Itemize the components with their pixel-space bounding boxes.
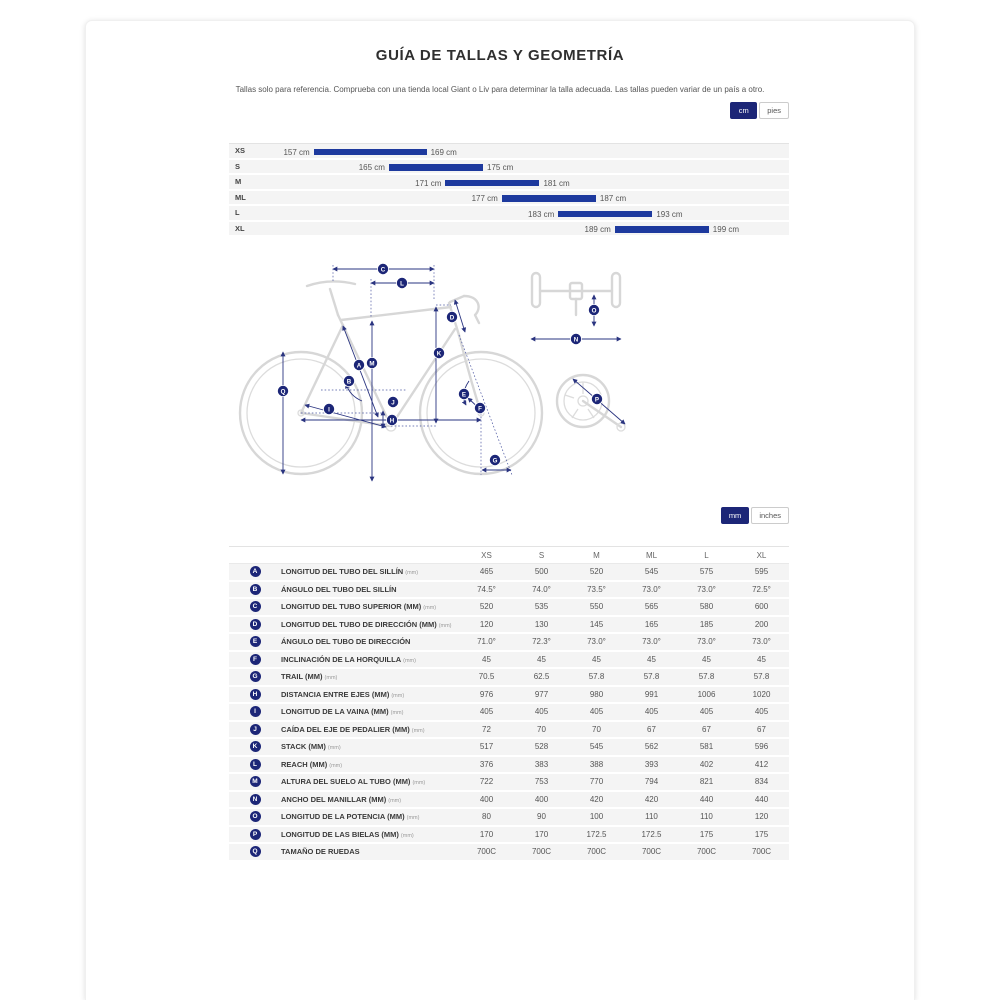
badge-cell <box>229 829 281 840</box>
diagram-marker-Q <box>277 385 288 396</box>
geometry-value: 420 <box>589 794 604 804</box>
size-chart-row <box>229 191 789 207</box>
diagram-marker-P <box>591 393 602 404</box>
geometry-value: 405 <box>699 707 714 717</box>
geometry-value: 700C <box>641 847 662 857</box>
diagram-marker-D <box>446 311 457 322</box>
geometry-value: 580 <box>699 602 714 612</box>
row-badge-E: E <box>250 636 261 647</box>
geometry-value: 383 <box>534 759 549 769</box>
size-bar-track <box>229 160 789 174</box>
diagram-marker-E <box>458 388 469 399</box>
geometry-value: 130 <box>534 619 549 629</box>
geometry-value: 70 <box>592 724 601 734</box>
svg-text:L: L <box>400 280 404 288</box>
diagram-marker-L <box>396 277 407 288</box>
badge-cell <box>229 846 281 857</box>
geometry-value: 74.0° <box>532 584 551 594</box>
diagram-marker-G <box>489 454 500 465</box>
geometry-value: 145 <box>589 619 604 629</box>
badge-cell <box>229 671 281 682</box>
geometry-value: 57.8 <box>643 672 660 682</box>
geometry-value: 70.5 <box>478 672 495 682</box>
row-unit: (mm) <box>327 745 341 752</box>
svg-text:P: P <box>594 396 600 404</box>
size-chart-row <box>229 206 789 222</box>
geometry-value: 700C <box>751 847 772 857</box>
svg-text:N: N <box>573 336 579 344</box>
geometry-value: 722 <box>479 777 494 787</box>
geometry-value: 596 <box>754 742 769 752</box>
badge-cell <box>229 636 281 647</box>
svg-text:M: M <box>369 360 375 368</box>
geometry-value: 185 <box>699 619 714 629</box>
geometry-value: 70 <box>537 724 546 734</box>
geometry-row-P <box>229 827 789 845</box>
min-height-label: 165 cm <box>358 163 385 172</box>
geometry-value: 1006 <box>697 689 716 699</box>
svg-text:D: D <box>449 314 455 322</box>
geometry-value: 405 <box>754 707 769 717</box>
size-label: L <box>235 208 240 218</box>
row-label: LONGITUD DE LA POTENCIA (MM) (mm) <box>281 812 420 822</box>
geometry-value: 120 <box>754 812 769 822</box>
row-unit: (mm) <box>324 675 338 682</box>
svg-text:Q: Q <box>280 388 286 396</box>
size-bar-track <box>229 222 789 236</box>
row-label: LONGITUD DE LAS BIELAS (MM) (mm) <box>281 829 414 839</box>
size-chart <box>229 143 789 237</box>
geometry-value: 165 <box>644 619 659 629</box>
svg-text:J: J <box>391 399 395 407</box>
row-label: LONGITUD DEL TUBO SUPERIOR (MM) (mm) <box>281 602 437 612</box>
geometry-value: 420 <box>644 794 659 804</box>
badge-cell <box>229 724 281 735</box>
geometry-value: 175 <box>699 829 714 839</box>
row-badge-G: G <box>250 671 261 682</box>
geometry-value: 100 <box>589 812 604 822</box>
geometry-value: 72.3° <box>532 637 551 647</box>
unit-toggle-geometry-mm[interactable]: mm <box>721 507 750 524</box>
badge-cell <box>229 741 281 752</box>
geometry-value: 440 <box>699 794 714 804</box>
row-unit: (mm) <box>390 710 404 717</box>
badge-cell <box>229 584 281 595</box>
geometry-value: 110 <box>645 812 658 822</box>
geometry-value: 73.0° <box>697 637 716 647</box>
geometry-row-G <box>229 669 789 687</box>
diagram-marker-B <box>343 375 354 386</box>
diagram-marker-C <box>377 263 388 274</box>
badge-cell <box>229 759 281 770</box>
height-range-bar <box>445 180 539 187</box>
geometry-value: 67 <box>702 724 711 734</box>
geometry-value: 595 <box>754 567 769 577</box>
row-label: LONGITUD DEL TUBO DE DIRECCIÓN (MM) (mm) <box>281 619 452 629</box>
size-chart-row <box>229 160 789 176</box>
badge-cell <box>229 811 281 822</box>
geometry-row-K <box>229 739 789 757</box>
geometry-value: 67 <box>757 724 766 734</box>
geometry-value: 74.5° <box>477 584 496 594</box>
row-badge-J: J <box>250 724 261 735</box>
column-header-L: L <box>704 550 709 560</box>
geometry-value: 405 <box>479 707 494 717</box>
geometry-value: 73.0° <box>642 637 661 647</box>
row-unit: (mm) <box>411 727 425 734</box>
row-unit: (mm) <box>400 832 414 839</box>
row-unit: (mm) <box>423 605 437 612</box>
size-chart-row <box>229 144 789 160</box>
row-unit: (mm) <box>403 657 416 664</box>
unit-toggle-height-cm[interactable]: cm <box>730 102 757 119</box>
svg-text:I: I <box>328 406 330 414</box>
size-label: XS <box>235 146 246 156</box>
svg-text:H: H <box>389 417 395 425</box>
bike-frame-drawing <box>240 273 625 474</box>
row-label: CAÍDA DEL EJE DE PEDALIER (MM) (mm) <box>281 724 425 734</box>
geometry-value: 770 <box>589 777 604 787</box>
row-label: ÁNGULO DEL TUBO DEL SILLÍN <box>281 584 397 594</box>
geometry-value: 57.8 <box>588 672 605 682</box>
badge-cell <box>229 706 281 717</box>
svg-text:A: A <box>356 362 362 370</box>
row-badge-K: K <box>250 741 261 752</box>
row-unit: (mm) <box>388 797 402 804</box>
badge-cell <box>229 566 281 577</box>
geometry-value: 405 <box>644 707 659 717</box>
geometry-row-D <box>229 617 789 635</box>
geometry-value: 400 <box>534 794 549 804</box>
geometry-value: 57.8 <box>753 672 770 682</box>
geometry-value: 405 <box>534 707 549 717</box>
column-header-XL: XL <box>756 550 767 560</box>
row-badge-F: F <box>250 654 261 665</box>
geometry-table-header <box>229 546 789 564</box>
geometry-value: 110 <box>700 812 713 822</box>
geometry-unit-toggle <box>229 507 789 524</box>
geometry-value: 72.5° <box>752 584 771 594</box>
size-label: XL <box>235 223 245 233</box>
row-label: ALTURA DEL SUELO AL TUBO (MM) (mm) <box>281 777 426 787</box>
geometry-value: 172.5 <box>641 829 662 839</box>
height-range-bar <box>389 164 483 171</box>
row-label: ÁNGULO DEL TUBO DE DIRECCIÓN <box>281 637 411 647</box>
height-range-bar <box>314 149 427 156</box>
diagram-marker-I <box>323 403 334 414</box>
svg-text:B: B <box>346 378 352 386</box>
geometry-value: 388 <box>589 759 604 769</box>
max-height-label: 181 cm <box>543 178 570 188</box>
geometry-value: 120 <box>479 619 494 629</box>
geometry-value: 517 <box>479 742 494 752</box>
geometry-value: 753 <box>534 777 549 787</box>
diagram-marker-O <box>588 304 599 315</box>
size-bar-track <box>229 144 789 158</box>
geometry-value: 700C <box>476 847 497 857</box>
diagram-marker-A <box>353 359 364 370</box>
geometry-value: 90 <box>537 812 546 822</box>
bike-geometry-svg <box>231 253 671 493</box>
geometry-value: 545 <box>644 567 659 577</box>
badge-cell <box>229 601 281 612</box>
row-unit: (mm) <box>406 815 420 822</box>
geometry-value: 520 <box>589 567 604 577</box>
geometry-value: 72 <box>482 724 491 734</box>
svg-text:K: K <box>436 350 442 358</box>
diagram-marker-N <box>570 333 581 344</box>
unit-toggle-height-pies[interactable]: pies <box>759 102 789 119</box>
max-height-label: 199 cm <box>712 225 740 234</box>
height-range-bar <box>615 226 709 233</box>
geometry-value: 581 <box>699 742 714 752</box>
geometry-value: 80 <box>482 812 491 822</box>
geometry-row-M <box>229 774 789 792</box>
geometry-value: 170 <box>479 829 494 839</box>
row-label: DISTANCIA ENTRE EJES (MM) (mm) <box>281 689 405 699</box>
page-title: GUÍA DE TALLAS Y GEOMETRÍA <box>375 47 625 64</box>
row-label: INCLINACIÓN DE LA HORQUILLA (mm) <box>281 654 416 664</box>
size-guide-card <box>85 20 915 1000</box>
badge-cell <box>229 794 281 805</box>
row-label: STACK (MM) (mm) <box>281 742 341 752</box>
size-label: ML <box>235 192 246 202</box>
geometry-row-E <box>229 634 789 652</box>
geometry-value: 45 <box>592 654 601 664</box>
unit-toggle-geometry-inches[interactable]: inches <box>751 507 789 524</box>
geometry-row-I <box>229 704 789 722</box>
size-bar-track <box>229 191 789 205</box>
geometry-value: 465 <box>479 567 494 577</box>
geometry-value: 600 <box>754 602 769 612</box>
svg-text:C: C <box>380 266 386 274</box>
geometry-value: 73.0° <box>587 637 606 647</box>
geometry-value: 700C <box>586 847 607 857</box>
geometry-value: 545 <box>589 742 604 752</box>
geometry-value: 400 <box>479 794 494 804</box>
geometry-value: 976 <box>479 689 494 699</box>
geometry-value: 45 <box>702 654 711 664</box>
size-chart-row <box>229 222 789 238</box>
geometry-row-A <box>229 564 789 582</box>
geometry-value: 562 <box>644 742 659 752</box>
row-label: LONGITUD DE LA VAINA (MM) (mm) <box>281 707 404 717</box>
svg-text:O: O <box>591 307 597 315</box>
geometry-value: 440 <box>754 794 769 804</box>
max-height-label: 187 cm <box>599 194 627 203</box>
row-badge-I: I <box>250 706 261 717</box>
geometry-value: 575 <box>699 567 714 577</box>
column-header-XS: XS <box>481 550 492 560</box>
row-unit: (mm) <box>412 780 426 787</box>
geometry-value: 700C <box>696 847 717 857</box>
geometry-value: 794 <box>644 777 659 787</box>
row-badge-H: H <box>250 689 261 700</box>
size-chart-row <box>229 175 789 191</box>
size-label: M <box>235 177 242 187</box>
geometry-value: 73.0° <box>642 584 661 594</box>
geometry-value: 73.0° <box>697 584 716 594</box>
min-height-label: 157 cm <box>283 147 310 157</box>
row-badge-D: D <box>250 619 261 630</box>
row-unit: (mm) <box>405 570 419 577</box>
row-label: LONGITUD DEL TUBO DEL SILLÍN (mm) <box>281 567 419 577</box>
row-label: ANCHO DEL MANILLAR (MM) (mm) <box>281 794 402 804</box>
svg-text:F: F <box>478 405 482 413</box>
diagram-marker-F <box>474 402 485 413</box>
row-label: TRAIL (MM) (mm) <box>281 672 338 682</box>
row-badge-M: M <box>250 776 261 787</box>
diagram-marker-K <box>433 347 444 358</box>
badge-cell <box>229 776 281 787</box>
geometry-value: 412 <box>754 759 769 769</box>
row-unit: (mm) <box>438 622 452 629</box>
row-label: REACH (MM) (mm) <box>281 759 343 769</box>
row-badge-P: P <box>250 829 261 840</box>
geometry-value: 57.8 <box>698 672 715 682</box>
diagram-marker-J <box>387 396 398 407</box>
max-height-label: 193 cm <box>656 209 683 219</box>
page-subtitle: Tallas solo para referencia. Comprueba con una tienda local Giant o Liv para determinar la talla adecuada. Las tallas pueden variar de un país a otro. <box>235 85 765 94</box>
geometry-value: 991 <box>644 689 659 699</box>
geometry-value: 45 <box>482 654 491 664</box>
height-unit-toggle <box>229 102 789 119</box>
geometry-row-B <box>229 582 789 600</box>
column-header-M: M <box>593 550 600 560</box>
geometry-value: 73.5° <box>587 584 606 594</box>
geometry-value: 535 <box>534 602 549 612</box>
size-bar-track <box>229 175 789 189</box>
row-label: TAMAÑO DE RUEDAS <box>281 847 360 857</box>
row-unit: (mm) <box>329 762 343 769</box>
geometry-value: 834 <box>754 777 769 787</box>
row-badge-L: L <box>250 759 261 770</box>
geometry-diagram <box>231 253 671 493</box>
geometry-value: 550 <box>589 602 604 612</box>
geometry-value: 565 <box>644 602 659 612</box>
geometry-value: 980 <box>589 689 604 699</box>
diagram-marker-H <box>386 414 397 425</box>
row-badge-A: A <box>250 566 261 577</box>
size-bar-track <box>229 206 789 220</box>
geometry-value: 402 <box>699 759 714 769</box>
min-height-label: 189 cm <box>584 225 611 234</box>
geometry-value: 71.0° <box>477 637 496 647</box>
height-range-bar <box>558 211 652 218</box>
geometry-value: 200 <box>754 619 769 629</box>
height-range-bar <box>502 195 596 202</box>
diagram-marker-M <box>366 357 377 368</box>
geometry-value: 376 <box>479 759 494 769</box>
geometry-row-Q <box>229 844 789 862</box>
geometry-value: 1020 <box>752 689 771 699</box>
badge-cell <box>229 619 281 630</box>
row-badge-N: N <box>250 794 261 805</box>
geometry-value: 172.5 <box>586 829 607 839</box>
geometry-value: 73.0° <box>752 637 771 647</box>
geometry-row-H <box>229 687 789 705</box>
geometry-value: 520 <box>479 602 494 612</box>
geometry-value: 45 <box>537 654 546 664</box>
geometry-value: 405 <box>589 707 604 717</box>
row-badge-B: B <box>250 584 261 595</box>
row-badge-Q: Q <box>250 846 261 857</box>
geometry-value: 62.5 <box>533 672 550 682</box>
geometry-value: 821 <box>699 777 714 787</box>
column-header-ML: ML <box>645 550 658 560</box>
geometry-value: 67 <box>647 724 656 734</box>
svg-text:E: E <box>461 391 467 399</box>
geometry-value: 528 <box>534 742 549 752</box>
geometry-value: 700C <box>531 847 552 857</box>
geometry-value: 500 <box>534 567 549 577</box>
geometry-table <box>229 546 789 862</box>
geometry-row-C <box>229 599 789 617</box>
svg-text:G: G <box>492 457 498 465</box>
row-unit: (mm) <box>391 692 405 699</box>
badge-cell <box>229 654 281 665</box>
badge-cell <box>229 689 281 700</box>
geometry-row-F <box>229 652 789 670</box>
geometry-value: 393 <box>644 759 659 769</box>
dimension-lines <box>280 265 625 481</box>
max-height-label: 175 cm <box>487 163 514 172</box>
geometry-row-J <box>229 722 789 740</box>
min-height-label: 171 cm <box>415 178 442 188</box>
geometry-row-N <box>229 792 789 810</box>
row-badge-O: O <box>250 811 261 822</box>
column-header-S: S <box>538 550 545 560</box>
geometry-value: 977 <box>534 689 549 699</box>
max-height-label: 169 cm <box>430 147 457 157</box>
geometry-value: 175 <box>754 829 769 839</box>
geometry-value: 170 <box>534 829 549 839</box>
geometry-value: 45 <box>647 654 656 664</box>
min-height-label: 183 cm <box>528 209 555 219</box>
geometry-row-L <box>229 757 789 775</box>
geometry-value: 45 <box>757 654 766 664</box>
row-badge-C: C <box>250 601 261 612</box>
geometry-row-O <box>229 809 789 827</box>
size-label: S <box>235 161 241 171</box>
min-height-label: 177 cm <box>471 194 498 203</box>
